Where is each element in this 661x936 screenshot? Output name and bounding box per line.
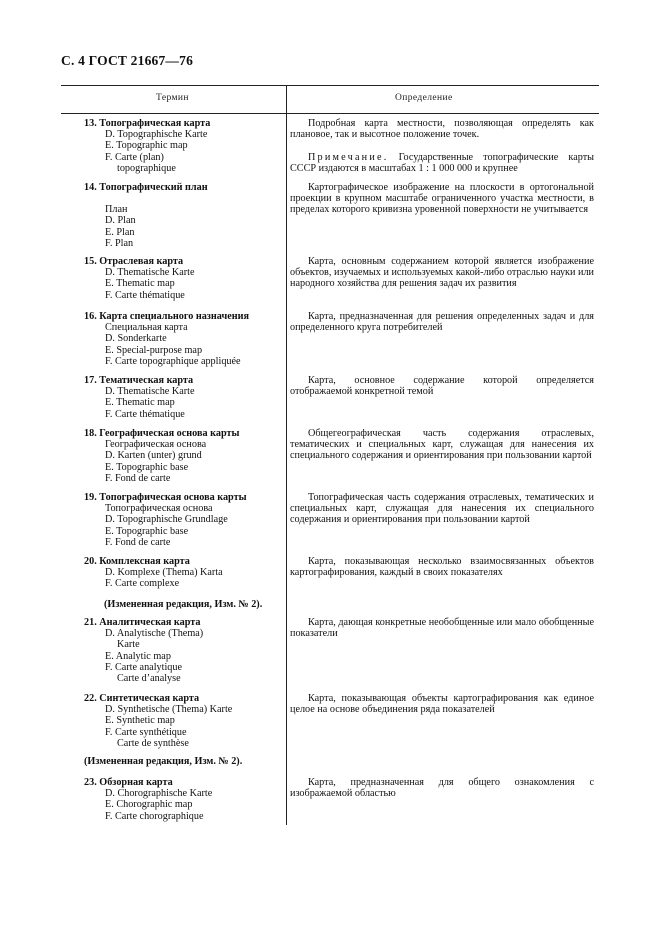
term-entry-17	[84, 375, 282, 420]
term-russian: Комплексная карта	[99, 556, 190, 567]
term-synonym: Географическая основа	[105, 439, 207, 451]
term-number: 21.	[84, 617, 97, 628]
definition-16: Карта, предназначенная для решения определенных задач и для определенного круга потребителей	[290, 311, 594, 334]
term-synonym: План	[105, 204, 128, 216]
term-de: D. Thematische Karte	[105, 267, 195, 279]
term-entry-14	[84, 182, 282, 249]
term-en: E. Thematic map	[105, 397, 175, 409]
term-en: E. Plan	[105, 226, 135, 238]
term-russian: Синтетическая карта	[99, 693, 200, 704]
term-russian: Обзорная карта	[99, 777, 173, 788]
term-russian: Топографическая основа карты	[99, 492, 247, 503]
term-entry-23	[84, 777, 282, 822]
term-fr: F. Plan	[105, 237, 134, 249]
term-fr: F. Fond de carte	[105, 472, 171, 484]
definition-23: Карта, предназначенная для общего ознакомления с изображаемой областью	[290, 777, 594, 800]
definition-13: Подробная карта местности, позволяющая определять как плановое, так и высотное положение точек.	[290, 118, 594, 141]
column-header-term: Термин	[156, 93, 189, 103]
term-entry-22	[84, 693, 282, 749]
term-en: E. Topographic map	[105, 140, 188, 152]
definition-20: Карта, показывающая несколько взаимосвязанных объектов картографирования, каждый в своих показателях	[290, 556, 594, 579]
term-russian: Топографическая карта	[99, 118, 211, 129]
table-top-rule	[61, 85, 599, 86]
definition-17: Карта, основное содержание которой определяется отображаемой конкретной темой	[290, 375, 594, 398]
term-fr-cont: Carte d’analyse	[117, 673, 181, 685]
term-entry-21	[84, 617, 282, 684]
term-fr: F. Carte thématique	[105, 289, 185, 301]
term-de: D. Topographische Karte	[105, 129, 208, 141]
definition-14: Картографическое изображение на плоскости в ортогональной проекции в крупном масштабе ограниченного участка местности, в пределах которого кривизна уровенной поверхности не учитывается	[290, 182, 594, 216]
term-entry-13	[84, 118, 282, 174]
term-de: D. Synthetische (Thema) Karte	[105, 704, 233, 716]
term-russian: Географическая основа карты	[99, 428, 240, 439]
term-en: E. Chorographic map	[105, 799, 193, 811]
term-number: 14.	[84, 182, 97, 193]
amendment-note-2: (Измененная редакция, Изм. № 2).	[84, 756, 243, 767]
term-fr: F. Fond de carte	[105, 536, 171, 548]
definition-15: Карта, основным содержанием которой является изображение объектов, изучаемых и используемых какой-либо отраслью науки или народного хозяйства для решения задач их развития	[290, 256, 594, 290]
term-en: E. Special-purpose map	[105, 344, 203, 356]
note-label: Примечание.	[308, 152, 389, 163]
note-13	[290, 152, 594, 174]
term-number: 15.	[84, 256, 97, 267]
term-de: D. Plan	[105, 215, 136, 227]
term-russian: Карта специального назначения	[99, 311, 249, 322]
term-en: E. Analytic map	[105, 650, 171, 662]
term-de: D. Karten (unter) grund	[105, 450, 202, 462]
amendment-note-1: (Измененная редакция, Изм. № 2).	[104, 599, 263, 610]
term-russian: Топографический план	[99, 182, 208, 193]
term-de: D. Chorographische Karte	[105, 788, 213, 800]
term-number: 16.	[84, 311, 97, 322]
term-russian: Тематическая карта	[99, 375, 194, 386]
term-fr: F. Carte chorographique	[105, 810, 204, 822]
term-en: E. Synthetic map	[105, 715, 175, 727]
term-entry-20	[84, 556, 282, 590]
term-fr: F. Carte synthétique	[105, 726, 187, 738]
term-number: 20.	[84, 556, 97, 567]
term-de: D. Topographische Grundlage	[105, 514, 228, 526]
term-de: D. Komplexe (Thema) Karta	[105, 567, 223, 579]
term-number: 19.	[84, 492, 97, 503]
term-synonym: Специальная карта	[105, 322, 188, 334]
definition-21: Карта, дающая конкретные необобщенные или мало обобщенные показатели	[290, 617, 594, 640]
term-fr: F. Carte complexe	[105, 578, 180, 590]
term-synonym: Топографическая основа	[105, 503, 213, 515]
term-number: 23.	[84, 777, 97, 788]
term-entry-16	[84, 311, 282, 367]
column-divider	[286, 85, 287, 825]
term-fr-cont: topographique	[117, 162, 176, 174]
term-russian: Аналитическая карта	[99, 617, 201, 628]
page-header: С. 4 ГОСТ 21667—76	[61, 53, 194, 68]
term-de: D. Sonderkarte	[105, 333, 167, 345]
column-header-definition: Определение	[395, 93, 453, 103]
term-fr: F. Carte topographique appliquée	[105, 355, 241, 367]
definition-19: Топографическая часть содержания отраслевых, тематических и специальных карт, служащая для нанесения их специального содержания и ориентирования при пользовании картой	[290, 492, 594, 526]
term-number: 17.	[84, 375, 97, 386]
term-russian: Отраслевая карта	[99, 256, 184, 267]
term-number: 13.	[84, 118, 97, 129]
term-entry-15	[84, 256, 282, 301]
definition-22: Карта, показывающая объекты картографирования как единое целое на основе объединения ряда показателей	[290, 693, 594, 716]
term-fr: F. Carte (plan)	[105, 151, 164, 163]
term-en: E. Thematic map	[105, 278, 175, 290]
table-header-rule	[61, 113, 599, 114]
term-de-cont: Karte	[117, 639, 140, 651]
term-en: E. Topographic base	[105, 461, 189, 473]
term-number: 22.	[84, 693, 97, 704]
term-fr: F. Carte thématique	[105, 408, 185, 420]
term-de: D. Thematische Karte	[105, 386, 195, 398]
note-text: Государственные топографические карты СССР издаются в масштабах 1 : 1 000 000 и крупнее	[290, 152, 595, 175]
term-en: E. Topographic base	[105, 525, 189, 537]
term-fr: F. Carte analytique	[105, 661, 182, 673]
term-de: D. Analytische (Thema)	[105, 628, 204, 640]
term-fr-cont: Carte de synthèse	[117, 737, 189, 749]
term-entry-19	[84, 492, 282, 548]
term-entry-18	[84, 428, 282, 484]
term-number: 18.	[84, 428, 97, 439]
definition-18: Общегеографическая часть содержания отраслевых, тематических и специальных карт, служащая для нанесения их специального содержания и ориентирования при пользовании картой	[290, 428, 594, 462]
